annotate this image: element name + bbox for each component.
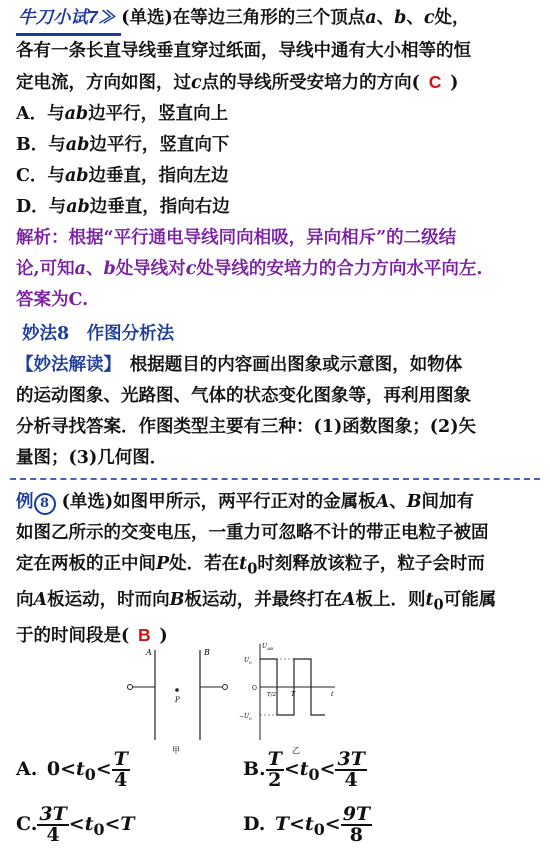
ex8-t3c: 时刻释放该粒子，粒子会时而 <box>257 554 485 574</box>
q7-text-3a: 定电流，方向如图，过 <box>16 73 191 93</box>
ex8-t4e: 可能属 <box>443 589 497 610</box>
an-b: 、 <box>85 259 104 279</box>
terminal-right <box>223 685 228 690</box>
label-t-half: T/2 <box>267 692 277 698</box>
frac-num: 3T <box>39 803 67 825</box>
opt-sub: 0 <box>313 819 325 839</box>
opt-post: 边垂直，指向右边 <box>89 197 230 217</box>
an-a: 论,可知 <box>16 259 75 279</box>
ex8-sub: 0 <box>247 560 258 578</box>
q7-var-c2: c <box>191 73 202 93</box>
opt-var: t <box>304 813 314 835</box>
frac-num: T <box>267 748 282 770</box>
label-t: t <box>331 691 334 698</box>
opt-lhs: 0< <box>46 758 76 780</box>
opt-var: t <box>76 758 85 780</box>
opt-ab: ab <box>64 166 89 186</box>
ex8-line-2: 如图乙所示的交变电压，一重力可忽略不计的带正电粒子被固 <box>16 523 489 543</box>
q7-option-d <box>16 192 536 223</box>
ex8-figures <box>120 640 360 755</box>
opt-post: 边平行，竖直向上 <box>88 104 229 124</box>
q7-text-3b: 点的导线所受安培力的方向( <box>201 73 420 93</box>
ex8-t4a: 向 <box>16 589 34 610</box>
opt-var: t <box>84 813 94 835</box>
method-block <box>16 319 536 474</box>
q7-var-c: c <box>423 8 435 28</box>
q7-var-b: b <box>394 8 407 28</box>
frac-den: 4 <box>344 769 358 791</box>
ex8-line-3 <box>16 549 536 585</box>
q7-analysis-2 <box>16 254 536 285</box>
label-uab: $U_{AB}$ <box>262 643 273 651</box>
method-label: 【妙法解读】 <box>16 355 113 375</box>
opt-frac <box>341 805 372 845</box>
ex8-t5: 于的时间段是( <box>16 626 130 646</box>
ex8-t3b: 处．若在 <box>169 554 240 574</box>
label-neg-u0: $-U_0$ <box>239 713 252 721</box>
opt-rel: < <box>95 758 112 780</box>
opt-sub: 0 <box>93 819 105 839</box>
frac-den: 4 <box>114 769 128 791</box>
opt-pre: B．与 <box>16 135 66 155</box>
opt-ab: ab <box>64 104 89 124</box>
ex8-close: ) <box>159 626 168 646</box>
ex8-sub2: 0 <box>433 596 444 613</box>
q7-line-2: 各有一条长直导线垂直穿过纸面，导线中通有大小相等的恒 <box>16 41 471 61</box>
ex8-tag: 例 <box>16 492 34 512</box>
opt-frac-1 <box>266 750 284 790</box>
opt-rel: < <box>283 758 300 780</box>
ex8-A1: A <box>33 589 48 610</box>
ex8-option-c <box>16 805 135 845</box>
caption-yi: 乙 <box>292 746 300 755</box>
label-origin: O <box>252 685 257 692</box>
label-T: T <box>291 691 296 698</box>
ex8-t4c: 板运动，并最终打在 <box>184 589 342 610</box>
opt-post: 边垂直，指向左边 <box>88 166 229 186</box>
ex8-t4b: 板运动，时而向 <box>47 589 170 610</box>
an-var-c: c <box>185 259 197 279</box>
terminal-left <box>128 685 133 690</box>
method-line-3: 分析寻找答案．作图类型主要有三种：(1)函数图象；(2)矢 <box>16 417 476 437</box>
method-text-1: 根据题目的内容画出图象或示意图，如物体 <box>112 355 463 375</box>
an-var-b: b <box>103 259 116 279</box>
ex8-line-1 <box>16 487 536 518</box>
opt-ab: ab <box>66 197 90 217</box>
q7-analysis-1: 解析：根据“平行通电导线同向相吸，异向相斥”的二级结 <box>16 228 457 248</box>
q7-var-a: a <box>365 8 377 28</box>
figure-jia <box>128 648 228 755</box>
opt-label: D. <box>243 813 266 835</box>
particle-dot <box>175 688 179 692</box>
opt-pre: D．与 <box>16 197 67 217</box>
opt-lhs: T< <box>274 813 305 835</box>
q7-sep1: 、 <box>376 8 395 28</box>
frac-den: 8 <box>349 824 363 846</box>
ex8-B1: B <box>169 589 185 610</box>
caption-jia: 甲 <box>172 746 180 755</box>
opt-label: C. <box>16 813 38 835</box>
q7-option-b <box>16 130 536 161</box>
label-B: B <box>204 648 210 657</box>
opt-sub: 0 <box>84 764 96 784</box>
ex8-number-badge: 8 <box>34 493 56 515</box>
ex8-block <box>16 487 536 652</box>
q7-line-3 <box>16 67 536 99</box>
opt-pre: A．与 <box>16 104 65 124</box>
q7-option-c <box>16 161 536 192</box>
ex8-t1b: 间加有 <box>421 492 475 512</box>
figure-yi <box>239 643 335 755</box>
ex8-t: t <box>239 554 248 574</box>
q7-analysis-3: 答案为C. <box>16 290 89 310</box>
opt-rel: < <box>104 813 121 835</box>
opt-frac-1 <box>37 805 68 845</box>
opt-rel: < <box>68 813 85 835</box>
an-d: 处导线的安培力的合力方向水平向左. <box>196 259 483 279</box>
opt-ab: ab <box>65 135 90 155</box>
q7-sep2: 、 <box>406 8 424 28</box>
ex8-t4d: 板上．则 <box>355 589 426 610</box>
q7-answer: C <box>428 72 442 92</box>
ex8-option-d <box>243 805 372 845</box>
opt-var: t <box>299 758 309 780</box>
opt-frac-2 <box>335 750 366 790</box>
ex8-A: A <box>375 492 390 512</box>
an-c: 处导线对 <box>115 259 186 279</box>
method-line-1 <box>16 350 536 381</box>
opt-rel: < <box>319 758 336 780</box>
opt-label: B. <box>243 758 266 780</box>
q7-option-a <box>16 99 536 130</box>
ex8-A2: A <box>341 589 356 610</box>
label-P: P <box>175 696 180 704</box>
ex8-P: P <box>156 554 170 574</box>
frac-den: 2 <box>268 769 282 791</box>
q7-text-1-end: 处， <box>434 8 470 28</box>
opt-frac <box>112 750 130 790</box>
opt-pre: C．与 <box>16 166 65 186</box>
q7-close-paren: ) <box>450 73 459 93</box>
q7-tag: 牛刀小试7≫ <box>16 2 121 36</box>
an-var-a: a <box>74 259 86 279</box>
label-u0: $U_0$ <box>244 657 252 665</box>
opt-rhs: T <box>120 813 135 835</box>
frac-num: 9T <box>342 803 371 825</box>
method-line-4: 量图；(3)几何图． <box>16 448 168 468</box>
opt-label: A. <box>16 758 38 780</box>
method-line-2: 的运动图象、光路图、气体的状态变化图象等，再利用图象 <box>16 386 471 406</box>
opt-post: 边平行，竖直向下 <box>89 135 230 155</box>
opt-rel: < <box>324 813 341 835</box>
q7-text-1: (单选)在等边三角形的三个顶点 <box>121 8 366 28</box>
section-divider <box>10 478 540 480</box>
ex8-answer: B <box>138 625 151 645</box>
ex8-t2: t <box>425 589 434 610</box>
ex8-t3a: 定在两板的正中间 <box>16 554 156 574</box>
ex8-option-b <box>243 750 367 790</box>
ex8-B: B <box>406 492 422 512</box>
method-title: 妙法8 作图分析法 <box>22 324 175 344</box>
label-A: A <box>146 648 152 657</box>
frac-num: 3T <box>337 748 365 770</box>
ex8-s: 、 <box>389 492 407 512</box>
ex8-option-a <box>16 750 130 790</box>
frac-den: 4 <box>46 824 60 846</box>
ex8-line-4 <box>16 585 536 621</box>
ex8-t1: (单选)如图甲所示，两平行正对的金属板 <box>55 492 376 512</box>
q7-line-1 <box>16 2 536 36</box>
q7-block <box>16 2 536 316</box>
opt-sub: 0 <box>308 764 320 784</box>
frac-num: T <box>113 748 128 770</box>
